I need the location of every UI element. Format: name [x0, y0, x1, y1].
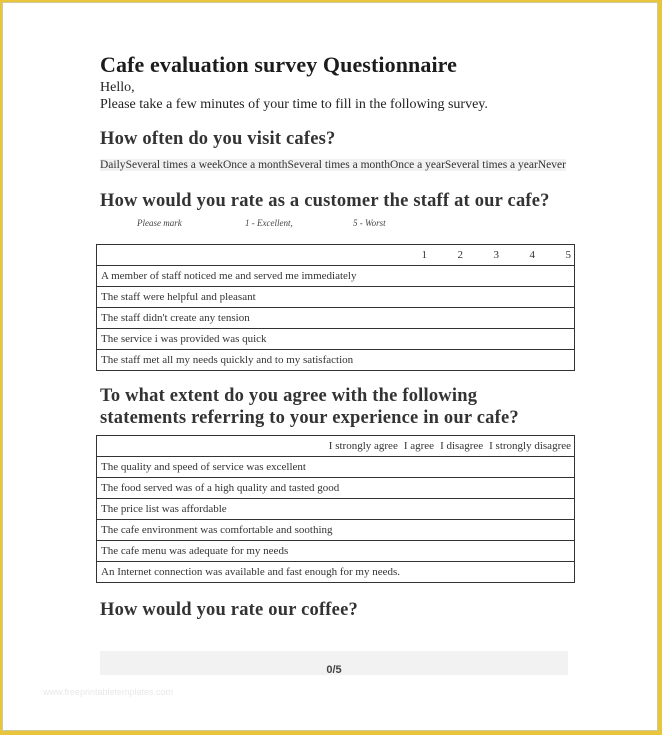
q1-options — [100, 156, 578, 174]
scale-3: 3 — [493, 249, 499, 261]
survey-content — [100, 51, 578, 676]
scale-strongly-agree: I strongly agree — [328, 440, 398, 452]
coffee-score: 0/5 — [326, 664, 342, 676]
scale-1: 1 — [421, 249, 427, 261]
table-row[interactable] — [97, 287, 575, 308]
q1-option-several-month[interactable]: Several times a month — [287, 159, 390, 171]
watermark-text: www.freeprintabletemplates.com — [43, 687, 174, 697]
row-label: The food served was of a high quality and tasted good — [97, 478, 575, 499]
scale-2: 2 — [457, 249, 463, 261]
agreement-scale-header — [97, 436, 575, 457]
row-label: The cafe environment was comfortable and soothing — [97, 520, 575, 541]
rating-note-worst: 5 - Worst — [353, 218, 386, 228]
q1-heading: How often do you visit cafes? — [100, 129, 336, 149]
row-label: The quality and speed of service was excellent — [97, 457, 575, 478]
page-title: Cafe evaluation survey Questionnaire — [100, 52, 458, 77]
staff-rating-table — [96, 244, 575, 371]
q3-heading — [100, 385, 578, 429]
table-row[interactable] — [97, 520, 575, 541]
table-header-row — [97, 245, 575, 266]
q4-heading: How would you rate our coffee? — [100, 600, 358, 620]
agreement-table — [96, 435, 575, 583]
q1-option-several-week[interactable]: Several times a week — [125, 159, 223, 171]
row-label: The cafe menu was adequate for my needs — [97, 541, 575, 562]
survey-page — [2, 2, 658, 731]
intro-greeting: Hello, — [100, 80, 135, 95]
q3-heading-line1: To what extent do you agree with the following — [100, 386, 478, 406]
table-row[interactable] — [97, 562, 575, 583]
rating-note-label: Please mark — [137, 218, 182, 228]
scale-strongly-disagree: I strongly disagree — [489, 440, 571, 452]
row-label: The service i was provided was quick — [97, 329, 575, 350]
row-label: The staff didn't create any tension — [97, 308, 575, 329]
table-row[interactable] — [97, 329, 575, 350]
table-header-row — [97, 436, 575, 457]
scale-agree: I agree — [403, 440, 435, 452]
table-row[interactable] — [97, 457, 575, 478]
q1-option-several-year[interactable]: Several times a year — [444, 159, 538, 171]
scale-disagree: I disagree — [440, 440, 484, 452]
scale-5: 5 — [565, 249, 571, 261]
table-row[interactable] — [97, 478, 575, 499]
table-row[interactable] — [97, 308, 575, 329]
table-row[interactable] — [97, 266, 575, 287]
q1-option-never[interactable]: Never — [537, 159, 566, 171]
row-label: A member of staff noticed me and served me immediately — [97, 266, 575, 287]
scale-4: 4 — [529, 249, 535, 261]
q1-option-once-month[interactable]: Once a month — [222, 159, 288, 171]
q2-heading: How would you rate as a customer the staff at our cafe? — [100, 191, 550, 211]
row-label: The staff met all my needs quickly and to my satisfaction — [97, 350, 575, 371]
q2-rating-note — [100, 218, 578, 234]
rating-note-best: 1 - Excellent, — [245, 218, 293, 228]
table-row[interactable] — [97, 541, 575, 562]
rating-scale-header — [97, 245, 575, 266]
table-row[interactable] — [97, 350, 575, 371]
q1-option-daily[interactable]: Daily — [100, 159, 126, 171]
table-row[interactable] — [97, 499, 575, 520]
intro — [100, 79, 578, 113]
row-label: The staff were helpful and pleasant — [97, 287, 575, 308]
row-label: The price list was affordable — [97, 499, 575, 520]
q3-heading-line2: statements referring to your experience in our cafe? — [100, 408, 519, 428]
row-label: An Internet connection was available and fast enough for my needs. — [97, 562, 575, 583]
intro-text: Please take a few minutes of your time to fill in the following survey. — [100, 97, 488, 112]
q1-option-once-year[interactable]: Once a year — [390, 159, 445, 171]
coffee-rating-bar[interactable] — [100, 651, 568, 675]
